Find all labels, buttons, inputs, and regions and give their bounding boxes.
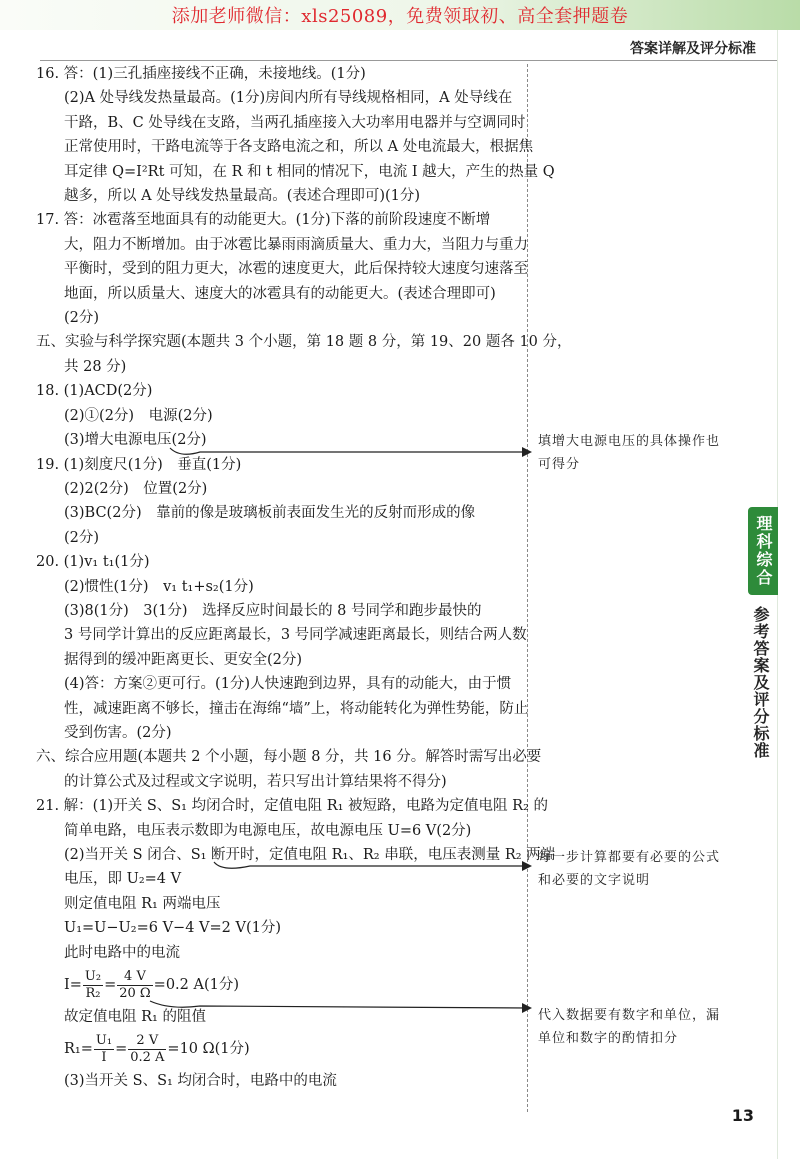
section-five-heading: 五、实验与科学探究题(本题共 3 个小题，第 18 题 8 分，第 19、20 题各 10 分， [36,334,572,351]
page-edge [777,30,800,1159]
q16-line: (2)A 处导线发热量最高。(1分)房间内所有导线规格相同，A 处导线在 [64,90,513,107]
section-five-heading: 共 28 分) [64,358,127,375]
fraction-numerator: 2 V [128,1033,166,1050]
section-six-heading: 的计算公式及过程或文字说明，若只写出计算结果将不得分) [64,773,447,790]
annotation-note [538,1004,738,1050]
annotation-arrow [150,1001,528,1008]
q19-line: (2分) [64,529,100,546]
q18-line: (3)增大电源电压(2分) [64,432,207,449]
annotation-arrow-head [522,447,532,457]
q21-line: (2)当开关 S 闭合、S₁ 断开时，定值电阻 R₁、R₂ 串联，电压表测量 R₂ 两端 [64,847,556,863]
watermark-text: 添加老师微信：xls25089，免费领取初、高全套押题卷 [171,6,629,27]
annotation-line: 可得分 [538,457,581,472]
q19-line: (3)BC(2分) 靠前的像是玻璃板前表面发生光的反射而形成的像 [64,505,476,522]
fraction-denominator: I [101,1049,107,1065]
annotation-arrow [214,862,528,868]
eq-rhs: =0.2 A(1分) [153,976,240,993]
fraction-denominator: 0.2 A [130,1049,165,1065]
fraction-numerator: U₂ [84,968,102,984]
q16-line: 正常使用时，干路电流等于各支路电流之和，所以 A 处电流最大，根据焦 [64,139,534,156]
annotation-arrow [170,448,528,454]
annotation-note [538,430,738,476]
q21-line: 21. 解：(1)开关 S、S₁ 均闭合时，定值电阻 R₁ 被短路，电路为定值电阻 R₂ 的 [36,798,549,815]
annotation-arrow-head [522,861,532,871]
q17-line: 地面，所以质量大、速度大的冰雹具有的动能更大。(表述合理即可) [64,285,496,302]
q20-line: 3 号同学计算出的反应距离最长，3 号同学减速距离最长，则结合两人数 [64,627,527,644]
eq-lhs: I= [64,976,82,993]
q17-line: (2分) [64,310,100,327]
q20-line: 受到伤害。(2分) [64,724,172,741]
q20-line: (4)答：方案②更可行。(1分)人快速跑到边界，具有的动能大，由于惯 [64,676,512,693]
page-number: 13 [731,1106,754,1125]
eq-sign: = [115,1041,128,1058]
q21-line: 电压，即 U₂=4 V [64,871,182,888]
q21-line: 此时电路中的电流 [64,944,180,961]
eq-rhs: =10 Ω(1分) [167,1041,250,1058]
header-title: 答案详解及评分标准 [630,41,756,57]
q17-line: 平衡时，受到的阻力更大，冰雹的速度更大，此后保持较大速度匀速落至 [64,261,528,278]
q16-line: 越多，所以 A 处导线发热量最高。(表述合理即可)(1分) [64,188,421,205]
annotation-line: 和必要的文字说明 [538,873,651,888]
q16-line: 16. 答：(1)三孔插座接线不正确，未接地线。(1分) [36,66,366,82]
q18-line: 18. (1)ACD(2分) [36,383,153,400]
q21-line: (3)当开关 S、S₁ 均闭合时，电路中的电流 [64,1073,337,1090]
section-side-label: 参考答案及评分标准 [751,606,770,759]
annotation-note [538,846,738,892]
q19-line: (2)2(2分) 位置(2分) [64,480,208,497]
eq-sign: = [104,976,117,993]
section-six-heading: 六、综合应用题(本题共 2 个小题，每小题 8 分，共 16 分。解答时需写出必要 [36,749,542,766]
q17-line: 17. 答：冰雹落至地面具有的动能更大。(1分)下落的前阶段速度不断增 [36,212,491,229]
annotation-line: 填增大电源电压的具体操作也 [538,434,721,449]
q18-line: (2)①(2分) 电源(2分) [64,407,213,424]
subject-tab: 理科综合 [748,507,778,595]
annotation-line: 代入数据要有数字和单位，漏 [538,1008,721,1023]
q20-line: 性，减速距离不够长，撞击在海绵“墙”上，将动能转化为弹性势能，防止 [64,700,529,717]
q17-line: 大，阻力不断增加。由于冰雹比暴雨雨滴质量大、重力大，当阻力与重力 [64,236,528,253]
eq-lhs: R₁= [64,1041,93,1058]
q21-line: 简单电路，电压表示数即为电源电压，故电源电压 U=6 V(2分) [64,822,472,839]
q20-line: (2)惯性(1分) v₁ t₁+s₂(1分) [64,578,254,595]
q21-line: U₁=U−U₂=6 V−4 V=2 V(1分) [64,920,281,937]
fraction-denominator: 20 Ω [119,985,151,1001]
annotation-line: 单位和数字的酌情扣分 [538,1031,679,1046]
fraction-numerator: U₁ [95,1032,113,1048]
q20-line: 20. (1)v₁ t₁(1分) [36,554,150,571]
q21-line: 故定值电阻 R₁ 的阻值 [64,1009,206,1026]
q20-line: (3)8(1分) 3(1分) 选择反应时间最长的 8 号同学和跑步最快的 [64,602,482,619]
q19-line: 19. (1)刻度尺(1分) 垂直(1分) [36,456,242,473]
annotation-arrow-head [522,1003,532,1013]
q16-line: 耳定律 Q=I²Rt 可知，在 R 和 t 相同的情况下，电流 I 越大，产生的热量 Q [64,163,555,180]
fraction-numerator: 4 V [117,969,152,986]
annotation-line: 每一步计算都要有必要的公式 [538,850,721,865]
fraction-denominator: R₂ [85,985,101,1001]
q21-line: 则定值电阻 R₁ 两端电压 [64,895,221,912]
q16-line: 干路，B、C 处导线在支路，当两孔插座接入大功率用电器并与空调同时 [64,114,526,131]
q20-line: 据得到的缓冲距离更长、更安全(2分) [64,651,303,668]
